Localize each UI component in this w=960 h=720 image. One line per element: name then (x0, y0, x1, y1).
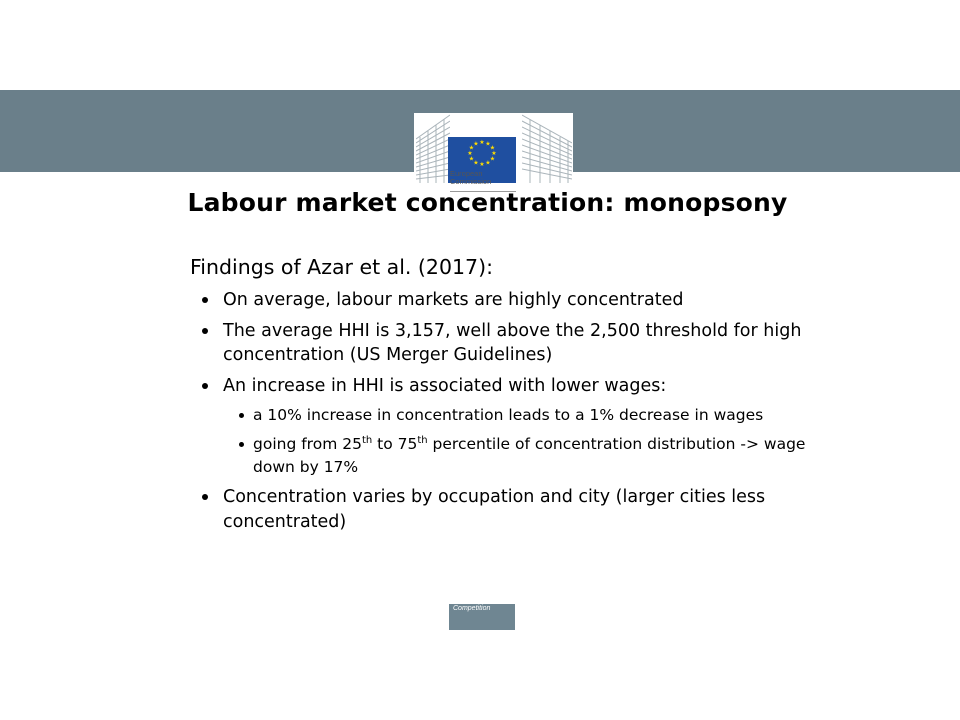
competition-footer-tag (449, 604, 515, 630)
svg-text:★: ★ (489, 144, 496, 152)
svg-text:★: ★ (468, 144, 475, 152)
building-graphic-right (522, 113, 572, 183)
bullet-icon (202, 383, 208, 389)
sub-bullet-item (223, 404, 830, 427)
svg-text:★: ★ (489, 155, 496, 163)
bullet-text: Concentration varies by occupation and city (larger cities less concentrated) (223, 487, 766, 532)
bullet-item (190, 319, 830, 368)
footer-tag-label: Competition (453, 605, 491, 612)
sub-bullet-icon (239, 442, 244, 447)
bullet-text: On average, labour markets are highly concentrated (223, 290, 684, 310)
building-graphic-left (416, 113, 450, 183)
sub-bullet-text (253, 435, 805, 476)
bullet-icon (202, 297, 208, 303)
svg-text:★: ★ (479, 161, 485, 168)
svg-text:★: ★ (473, 140, 479, 148)
bullet-text: An increase in HHI is associated with lower wages: (223, 375, 667, 396)
bullet-icon (202, 494, 208, 500)
sub-bullet-item (223, 433, 830, 479)
slide-body (190, 254, 830, 540)
bullet-item (190, 374, 830, 480)
sub-bullet-text-part: percentile of concentration distribution -> wage down by 17% (253, 435, 806, 476)
bullet-icon (202, 328, 208, 334)
slide-title: Labour market concentration: monopsony (187, 188, 788, 217)
svg-text:★: ★ (491, 150, 497, 157)
sub-bullet-icon (239, 413, 244, 418)
svg-text:★: ★ (485, 159, 491, 167)
logo-caption: European Commission (450, 169, 492, 186)
svg-text:★: ★ (485, 140, 491, 148)
sub-bullet-list (223, 404, 830, 479)
bullet-item (190, 288, 830, 313)
sub-bullet-text-part: to 75 (372, 435, 418, 453)
svg-text:★: ★ (468, 155, 475, 163)
sub-bullet-text: a 10% increase in concentration leads to a 1% decrease in wages (253, 406, 764, 424)
superscript: th (417, 435, 428, 446)
superscript: th (361, 435, 373, 446)
bullet-item (190, 485, 830, 534)
svg-text:★: ★ (479, 139, 485, 146)
intro-text: Findings of Azar et al. (2017): (190, 255, 493, 279)
bullet-list (190, 288, 830, 534)
sub-bullet-text-part: going from 25 (253, 435, 362, 453)
svg-text:★: ★ (473, 159, 479, 167)
european-commission-logo (414, 113, 573, 195)
bullet-text: The average HHI is 3,157, well above the 2,500 threshold for high concentration (US Merger Guidelines) (223, 320, 802, 365)
svg-text:★: ★ (467, 150, 473, 157)
